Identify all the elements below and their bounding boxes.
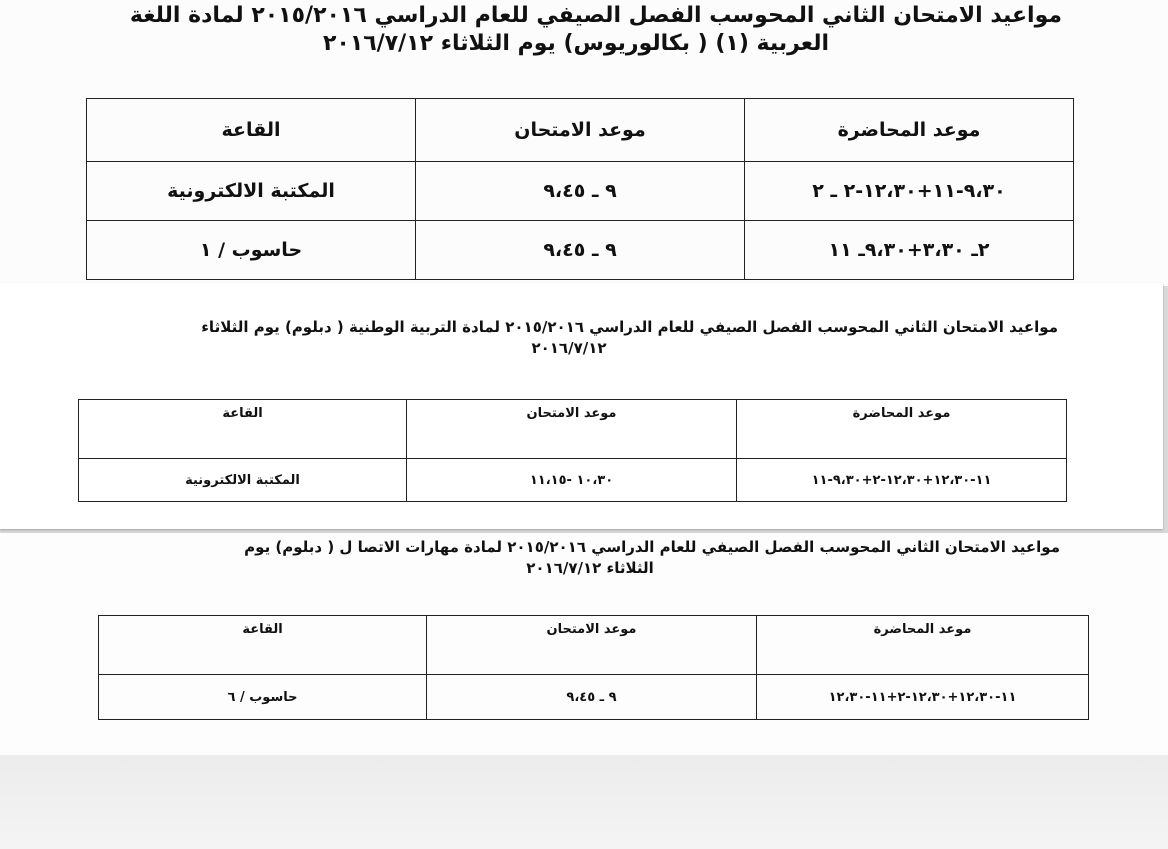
section-title-line2: العربية (١) ( بكالوريوس) يوم الثلاثاء ٢٠١٦/٧/١٢ [322, 31, 830, 56]
cell-exam-time: ١٠،٣٠ -١١،١٥ [407, 459, 737, 502]
cell-exam-time: ٩ ـ ٩،٤٥ [416, 221, 745, 280]
schedule-table [78, 399, 1067, 502]
cell-hall: المكتبة الالكترونية [79, 459, 407, 502]
scanner-background [0, 755, 1168, 849]
table-row [87, 162, 1074, 221]
header-lecture-time: موعد المحاضرة [745, 99, 1074, 162]
cell-hall: حاسوب / ٦ [99, 675, 427, 720]
cell-exam-time: ٩ ـ ٩،٤٥ [416, 162, 745, 221]
section-title [90, 2, 1062, 58]
table-row [87, 221, 1074, 280]
section-title-line1: مواعيد الامتحان الثاني المحوسب الفصل الصيفي للعام الدراسي ٢٠١٥/٢٠١٦ لمادة اللغة [129, 3, 1062, 28]
section-title-line2: الثلاثاء ٢٠١٦/٧/١٢ [526, 559, 654, 577]
section-title-line2: ٢٠١٦/٧/١٢ [531, 339, 607, 357]
table-header-row [87, 99, 1074, 162]
cell-hall: حاسوب / ١ [87, 221, 416, 280]
schedule-section-communication-skills [0, 533, 1168, 755]
header-lecture-time: موعد المحاضرة [737, 400, 1067, 459]
header-exam-time: موعد الامتحان [416, 99, 745, 162]
table-row [99, 675, 1089, 720]
section-title [120, 537, 1060, 579]
header-lecture-time: موعد المحاضرة [757, 616, 1089, 675]
cell-lecture-time: ٢ـ ٣،٣٠+٩،٣٠ـ ١١ [745, 221, 1074, 280]
cell-lecture-time: ١١-١٢،٣٠+١٢،٣٠-٢+٩،٣٠-١١ [737, 459, 1067, 502]
cell-hall: المكتبة الالكترونية [87, 162, 416, 221]
cell-lecture-time: ٩،٣٠-١١+١٢،٣٠-٢ ـ ٢ [745, 162, 1074, 221]
schedule-section-arabic-language [0, 0, 1168, 286]
section-title-line1: مواعيد الامتحان الثاني المحوسب الفصل الصيفي للعام الدراسي ٢٠١٥/٢٠١٦ لمادة مهارات الاتصا ل ( دبلوم) يوم [244, 538, 1060, 556]
table-header-row [79, 400, 1067, 459]
schedule-table [98, 615, 1089, 720]
schedule-table [86, 98, 1074, 280]
header-hall: القاعة [99, 616, 427, 675]
section-title-line1: مواعيد الامتحان الثاني المحوسب الفصل الصيفي للعام الدراسي ٢٠١٥/٢٠١٦ لمادة التربية الوطنية ( دبلوم) يوم الثلاثاء [201, 318, 1058, 336]
header-hall: القاعة [87, 99, 416, 162]
header-exam-time: موعد الامتحان [407, 400, 737, 459]
schedule-section-national-education [0, 283, 1163, 529]
header-exam-time: موعد الامتحان [427, 616, 757, 675]
header-hall: القاعة [79, 400, 407, 459]
cell-lecture-time: ١١-١٢،٣٠+١٢،٣٠-٢+١١-١٢،٣٠ [757, 675, 1089, 720]
table-header-row [99, 616, 1089, 675]
table-row [79, 459, 1067, 502]
cell-exam-time: ٩ ـ ٩،٤٥ [427, 675, 757, 720]
section-title [80, 317, 1058, 359]
